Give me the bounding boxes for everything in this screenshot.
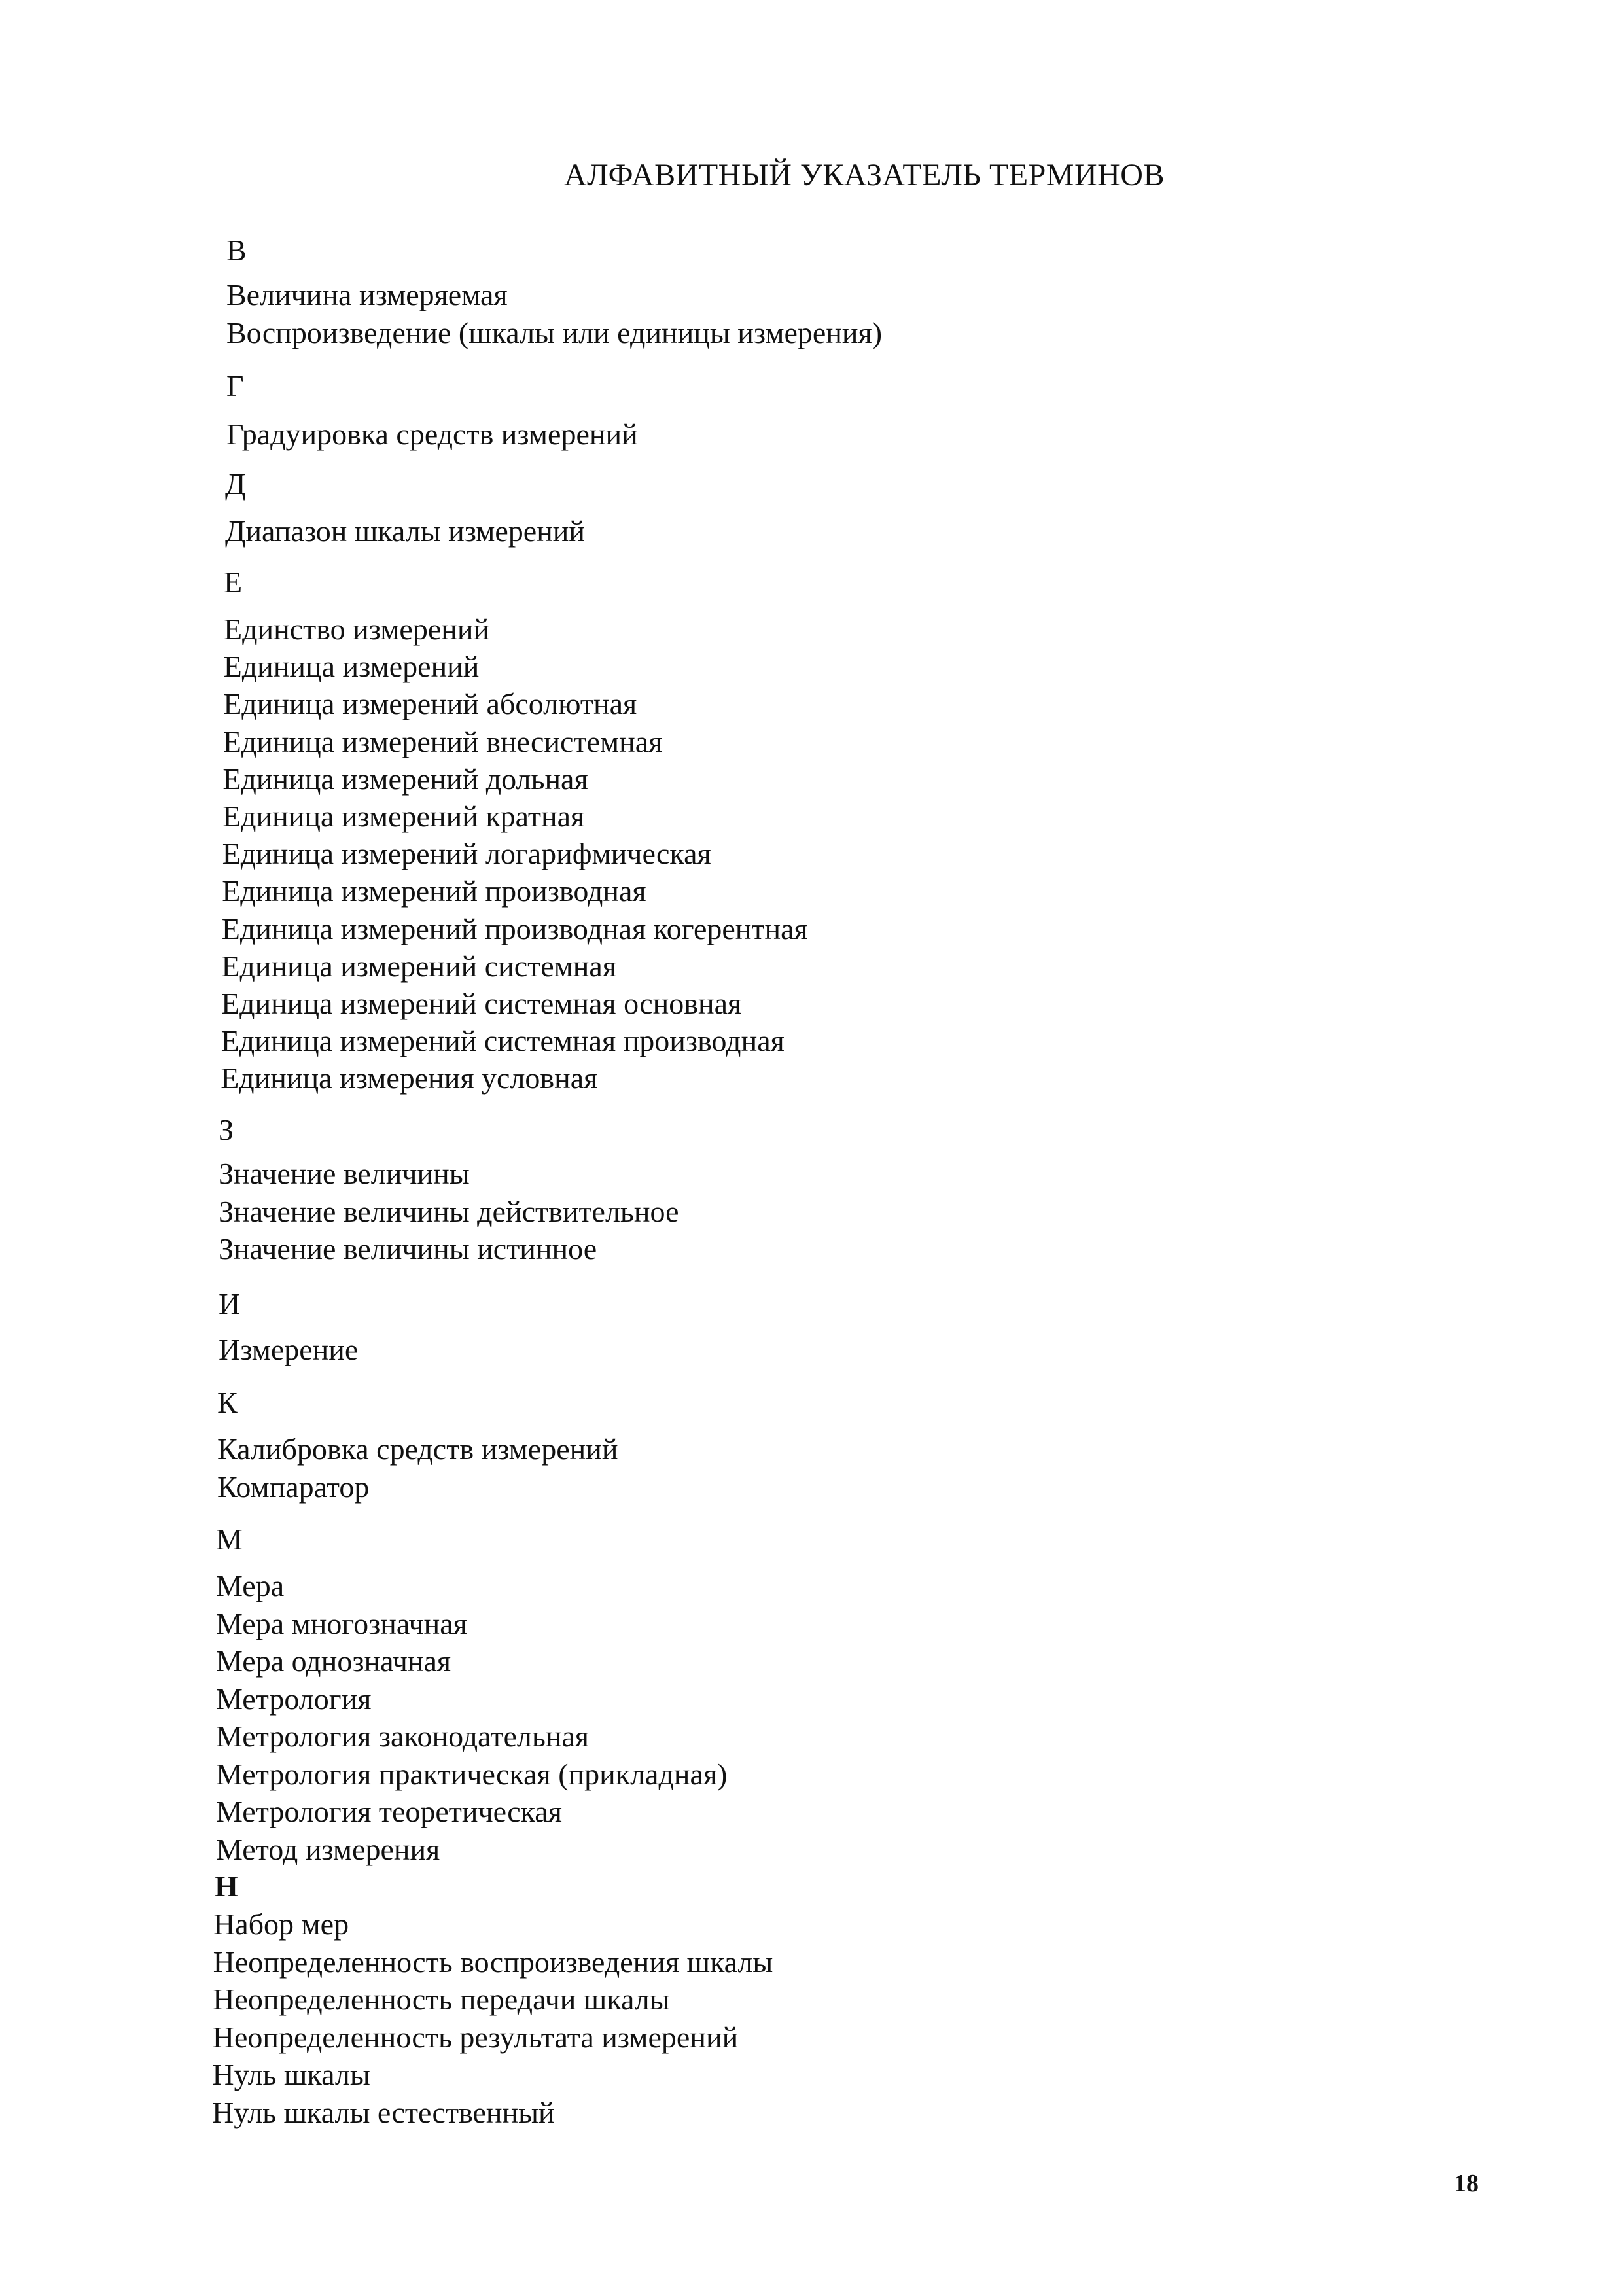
index-term: Метод измерения: [216, 1833, 440, 1866]
index-term: Единица измерений кратная: [222, 800, 585, 833]
index-term: Единица измерений внесистемная: [222, 725, 663, 758]
index-term: Неопределенность результата измерений: [212, 2021, 739, 2054]
index-term: Единица измерений: [223, 650, 480, 683]
index-term: Метрология теоретическая: [216, 1795, 562, 1828]
section-letter: И: [219, 1287, 241, 1320]
index-term: Мера многозначная: [216, 1607, 467, 1640]
section-letter: К: [217, 1386, 238, 1419]
index-term: Нуль шкалы естественный: [212, 2096, 555, 2129]
index-term: Воспроизведение (шкалы или единицы измерения): [226, 316, 883, 349]
page-title: АЛФАВИТНЫЙ УКАЗАТЕЛЬ ТЕРМИНОВ: [564, 158, 1165, 192]
index-term: Единица измерений абсолютная: [223, 687, 637, 720]
section-letter: З: [219, 1113, 234, 1146]
index-term: Неопределенность воспроизведения шкалы: [213, 1945, 773, 1979]
index-term: Калибровка средств измерений: [217, 1432, 618, 1466]
index-term: Градуировка средств измерений: [226, 417, 638, 451]
section-letter: Г: [226, 369, 244, 402]
index-term: Метрология практическая (прикладная): [216, 1757, 728, 1791]
index-term: Мера однозначная: [216, 1644, 451, 1678]
index-term: Неопределенность передачи шкалы: [213, 1983, 670, 2016]
section-letter: Е: [224, 565, 243, 599]
index-term: Набор мер: [213, 1907, 349, 1941]
index-term: Значение величины: [219, 1157, 470, 1190]
index-term: Метрология законодательная: [216, 1720, 590, 1753]
index-term: Мера: [216, 1569, 285, 1602]
index-term: Диапазон шкалы измерений: [225, 514, 586, 548]
section-letter: Н: [215, 1869, 238, 1903]
index-term: Единица измерений производная когерентная: [221, 912, 808, 945]
index-term: Единица измерений системная основная: [221, 987, 742, 1020]
section-letter: Д: [225, 467, 246, 501]
index-term: Единица измерений логарифмическая: [222, 837, 711, 870]
section-letter: В: [226, 234, 247, 267]
index-term: Единица измерений дольная: [222, 762, 588, 796]
index-term: Нуль шкалы: [212, 2058, 370, 2091]
index-term: Метрология: [216, 1682, 372, 1716]
index-term: Компаратор: [217, 1470, 370, 1504]
section-letter: М: [216, 1523, 243, 1556]
index-term: Значение величины истинное: [219, 1232, 597, 1265]
index-term: Величина измеряемая: [226, 278, 508, 311]
index-term: Единица измерений производная: [222, 874, 646, 908]
page-number: 18: [1454, 2170, 1479, 2197]
index-term: Измерение: [219, 1333, 359, 1366]
index-term: Единица измерений системная: [221, 949, 616, 983]
index-term: Единица измерения условная: [221, 1061, 598, 1095]
index-term: Значение величины действительное: [219, 1195, 679, 1228]
index-term: Единица измерений системная производная: [221, 1024, 785, 1057]
index-term: Единство измерений: [224, 612, 490, 646]
